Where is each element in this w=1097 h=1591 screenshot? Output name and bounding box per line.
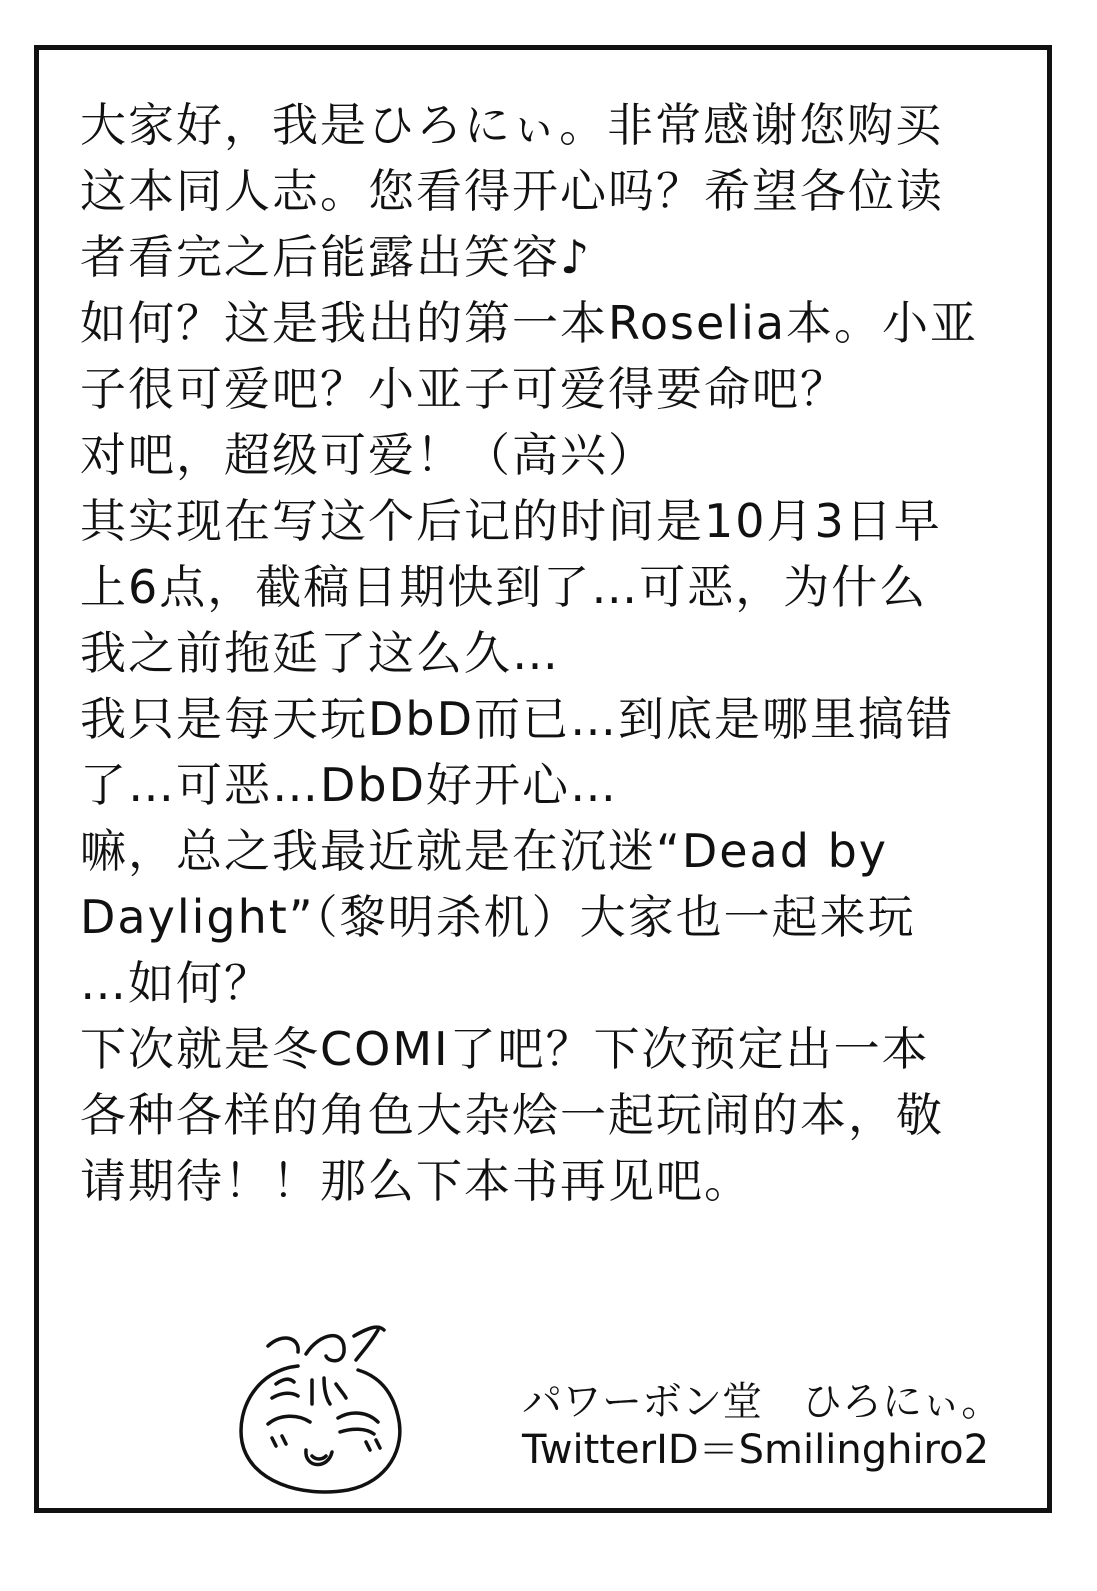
afterword-line: 这本同人志。您看得开心吗？希望各位读 [80, 164, 944, 218]
afterword-line: 我只是每天玩DbD而已…到底是哪里搞错 [80, 692, 955, 746]
afterword-line: 了…可恶…DbD好开心… [80, 758, 619, 812]
circle-name: パワーボン堂 ひろにぃ。 [522, 1379, 1002, 1425]
afterword-line: …如何？ [80, 956, 272, 1010]
afterword-line: 我之前拖延了这么久… [80, 626, 560, 680]
afterword-text [80, 92, 1030, 1214]
afterword-line: 对吧，超级可爱！（高兴） [80, 428, 656, 482]
afterword-line: 请期待！！那么下本书再见吧。 [80, 1154, 752, 1208]
afterword-line: 者看完之后能露出笑容♪ [80, 230, 592, 284]
afterword-line: 上6点，截稿日期快到了…可恶，为什么 [80, 560, 928, 614]
author-signature [522, 1378, 1042, 1474]
afterword-line: 如何？这是我出的第一本Roselia本。小亚 [80, 296, 979, 350]
afterword-line: 下次就是冬COMI了吧？下次预定出一本 [80, 1022, 930, 1076]
afterword-line: 大家好，我是ひろにぃ。非常感谢您购买 [80, 98, 944, 152]
twitter-id: TwitterID＝Smilinghiro2 [522, 1427, 990, 1473]
afterword-line: 其实现在写这个后记的时间是10月3日早 [80, 494, 942, 548]
afterword-line: Daylight”（黎明杀机）大家也一起来玩 [80, 890, 916, 944]
afterword-line: 子很可爱吧？小亚子可爱得要命吧？ [80, 362, 848, 416]
afterword-line: 嘛，总之我最近就是在沉迷“Dead by [80, 824, 888, 878]
afterword-line: 各种各样的角色大杂烩一起玩闹的本，敬 [80, 1088, 944, 1142]
self-portrait-doodle-icon [228, 1318, 418, 1508]
